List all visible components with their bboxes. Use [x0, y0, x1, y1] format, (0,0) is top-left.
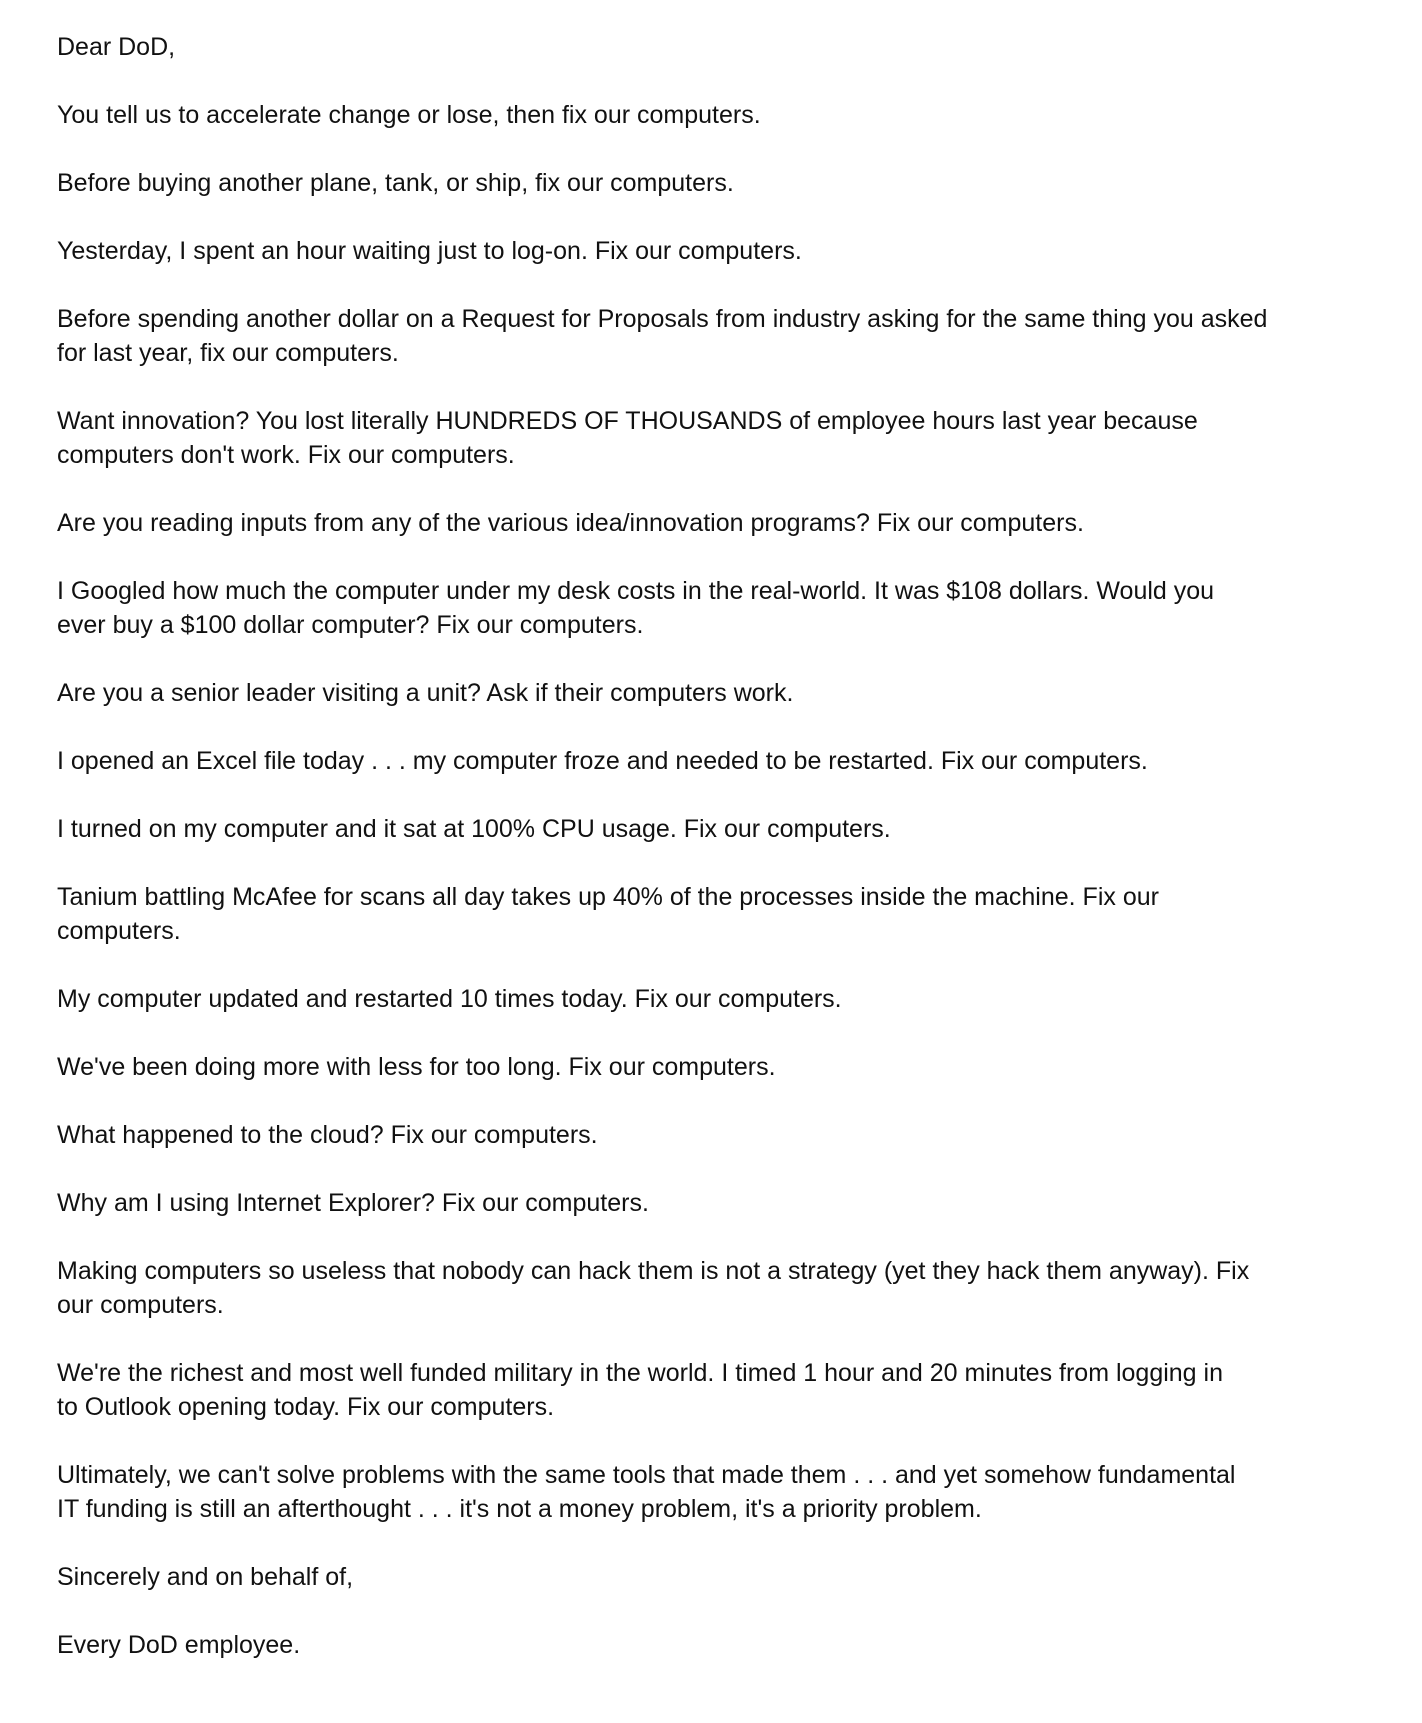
- paragraph-5: Want innovation? You lost literally HUNDREDS OF THOUSANDS of employee hours last year because computers don't work. Fix our computers.: [57, 407, 1198, 469]
- paragraph-14: What happened to the cloud? Fix our computers.: [57, 1121, 598, 1149]
- closing: Sincerely and on behalf of,: [57, 1563, 354, 1591]
- paragraph-13: We've been doing more with less for too long. Fix our computers.: [57, 1053, 776, 1081]
- paragraph-2: Before buying another plane, tank, or ship, fix our computers.: [57, 169, 734, 197]
- paragraph-8: Are you a senior leader visiting a unit? Ask if their computers work.: [57, 679, 794, 707]
- paragraph-15: Why am I using Internet Explorer? Fix our computers.: [57, 1189, 649, 1217]
- paragraph-10: I turned on my computer and it sat at 100% CPU usage. Fix our computers.: [57, 815, 891, 843]
- letter-body: [57, 30, 1307, 1662]
- paragraph-1: You tell us to accelerate change or lose, then fix our computers.: [57, 101, 761, 129]
- signature: Every DoD employee.: [57, 1631, 301, 1659]
- paragraph-4: Before spending another dollar on a Request for Proposals from industry asking for the same thing you asked for last year, fix our computers.: [57, 305, 1268, 367]
- paragraph-12: My computer updated and restarted 10 times today. Fix our computers.: [57, 985, 842, 1013]
- paragraph-17: We're the richest and most well funded military in the world. I timed 1 hour and 20 minutes from logging in to Outlook opening today. Fix our computers.: [57, 1359, 1223, 1421]
- paragraph-3: Yesterday, I spent an hour waiting just to log-on. Fix our computers.: [57, 237, 802, 265]
- paragraph-18: Ultimately, we can't solve problems with the same tools that made them . . . and yet somehow fundamental IT funding is still an afterthought . . . it's not a money problem, it's a priority problem.: [57, 1461, 1236, 1523]
- paragraph-9: I opened an Excel file today . . . my computer froze and needed to be restarted. Fix our computers.: [57, 747, 1148, 775]
- paragraph-6: Are you reading inputs from any of the various idea/innovation programs? Fix our computers.: [57, 509, 1084, 537]
- paragraph-16: Making computers so useless that nobody can hack them is not a strategy (yet they hack them anyway). Fix our computers.: [57, 1257, 1250, 1319]
- paragraph-7: I Googled how much the computer under my desk costs in the real-world. It was $108 dollars. Would you ever buy a $100 dollar computer? Fix our computers.: [57, 577, 1215, 639]
- salutation: Dear DoD,: [57, 33, 176, 61]
- paragraph-11: Tanium battling McAfee for scans all day takes up 40% of the processes inside the machine. Fix our computers.: [57, 883, 1159, 945]
